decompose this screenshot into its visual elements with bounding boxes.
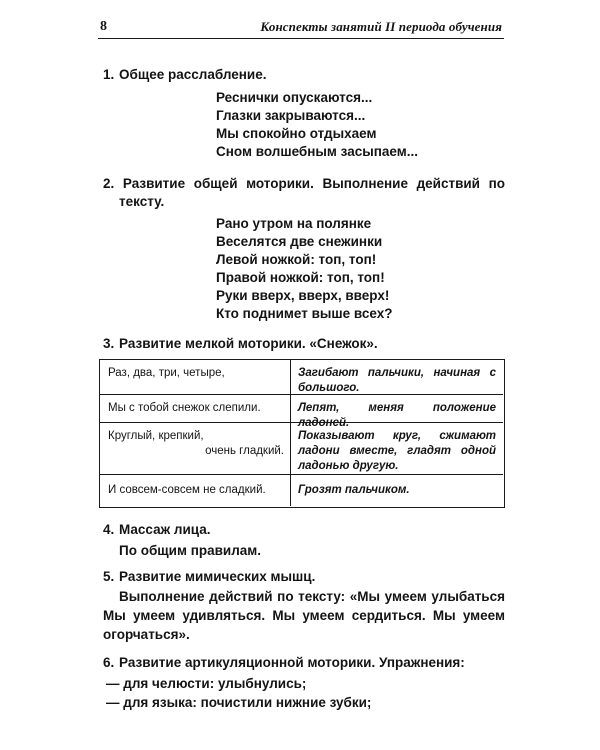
- table-cell-verse: [100, 360, 291, 394]
- section-body: Мы умеем удивляться. Мы умеем сердиться. Мы умеем: [103, 608, 505, 623]
- section-5-heading: [103, 568, 315, 586]
- poem-line: Мы спокойно отдыхаем: [216, 126, 377, 141]
- verse-line: очень гладкий.: [205, 445, 284, 457]
- poem-line: Веселятся две снежинки: [216, 234, 383, 249]
- running-title: Конспекты занятий II периода обучения: [260, 19, 502, 34]
- table-row: [100, 423, 503, 475]
- section-title: Развитие мелкой моторики. «Снежок».: [119, 336, 378, 351]
- section-title: Массаж лица.: [119, 522, 211, 537]
- section-number: 4.: [103, 522, 115, 537]
- section-body: Выполнение действий по тексту: «Мы умеем улыбаться: [119, 589, 505, 604]
- section-number: 5.: [103, 569, 115, 584]
- poem-line: Рано утром на полянке: [216, 216, 372, 231]
- page-number: 8: [100, 19, 107, 34]
- poem-line: Правой ножкой: топ, топ!: [216, 270, 385, 285]
- verse-line: Круглый, крепкий,: [108, 430, 204, 442]
- section-3-heading: [103, 335, 378, 353]
- table-row: [100, 395, 503, 429]
- table-cell-verse: [100, 395, 291, 422]
- verse-line: Мы с тобой снежок слепили.: [108, 402, 261, 414]
- section-4-heading: [103, 521, 211, 539]
- table-row: [100, 475, 503, 506]
- section-title: Развитие общей моторики. Выполнение действий по: [122, 176, 505, 191]
- section-body: По общим правилам.: [119, 543, 262, 558]
- section-number: 2.: [103, 176, 115, 191]
- table-row: [100, 360, 503, 395]
- table-cell-verse: [100, 423, 291, 474]
- section-1-heading: [103, 66, 266, 84]
- section-title: Общее расслабление.: [119, 67, 267, 82]
- table-cell-verse: [100, 475, 291, 506]
- section-number: 6.: [103, 655, 115, 670]
- section-2-heading-cont: тексту.: [119, 194, 165, 209]
- poem-line: Кто поднимет выше всех?: [216, 306, 393, 321]
- section-title: Развитие артикуляционной моторики. Упражнения:: [119, 655, 465, 670]
- verse-line: И совсем-совсем не сладкий.: [108, 484, 266, 496]
- section-title: Развитие мимических мышц.: [119, 569, 316, 584]
- finger-game-table: [99, 359, 505, 508]
- table-cell-action: Загибают пальчики, начиная с большого.: [298, 367, 496, 394]
- list-item: — для языка: почистили нижние зубки;: [106, 695, 372, 710]
- verse-line: Раз, два, три, четыре,: [108, 367, 225, 379]
- section-6-heading: [103, 654, 465, 672]
- poem-line: Реснички опускаются...: [216, 90, 373, 105]
- table-cell-action: Показывают круг, сжимают ладони вместе, гладят одной ладонью другую.: [298, 430, 496, 472]
- section-number: 3.: [103, 336, 115, 351]
- section-body: огорчаться».: [103, 627, 190, 642]
- table-cell-action: Грозят пальчиком.: [298, 484, 410, 496]
- poem-line: Глазки закрываются...: [216, 108, 366, 123]
- running-head: [98, 16, 504, 39]
- section-2-heading: [103, 175, 505, 193]
- poem-line: Руки вверх, вверх, вверх!: [216, 288, 390, 303]
- section-number: 1.: [103, 67, 115, 82]
- poem-line: Левой ножкой: топ, топ!: [216, 252, 377, 267]
- table-cell-action: Лепят, меняя положение ладоней.: [298, 402, 496, 429]
- list-item: — для челюсти: улыбнулись;: [106, 676, 307, 691]
- poem-line: Сном волшебным засыпаем...: [216, 144, 418, 159]
